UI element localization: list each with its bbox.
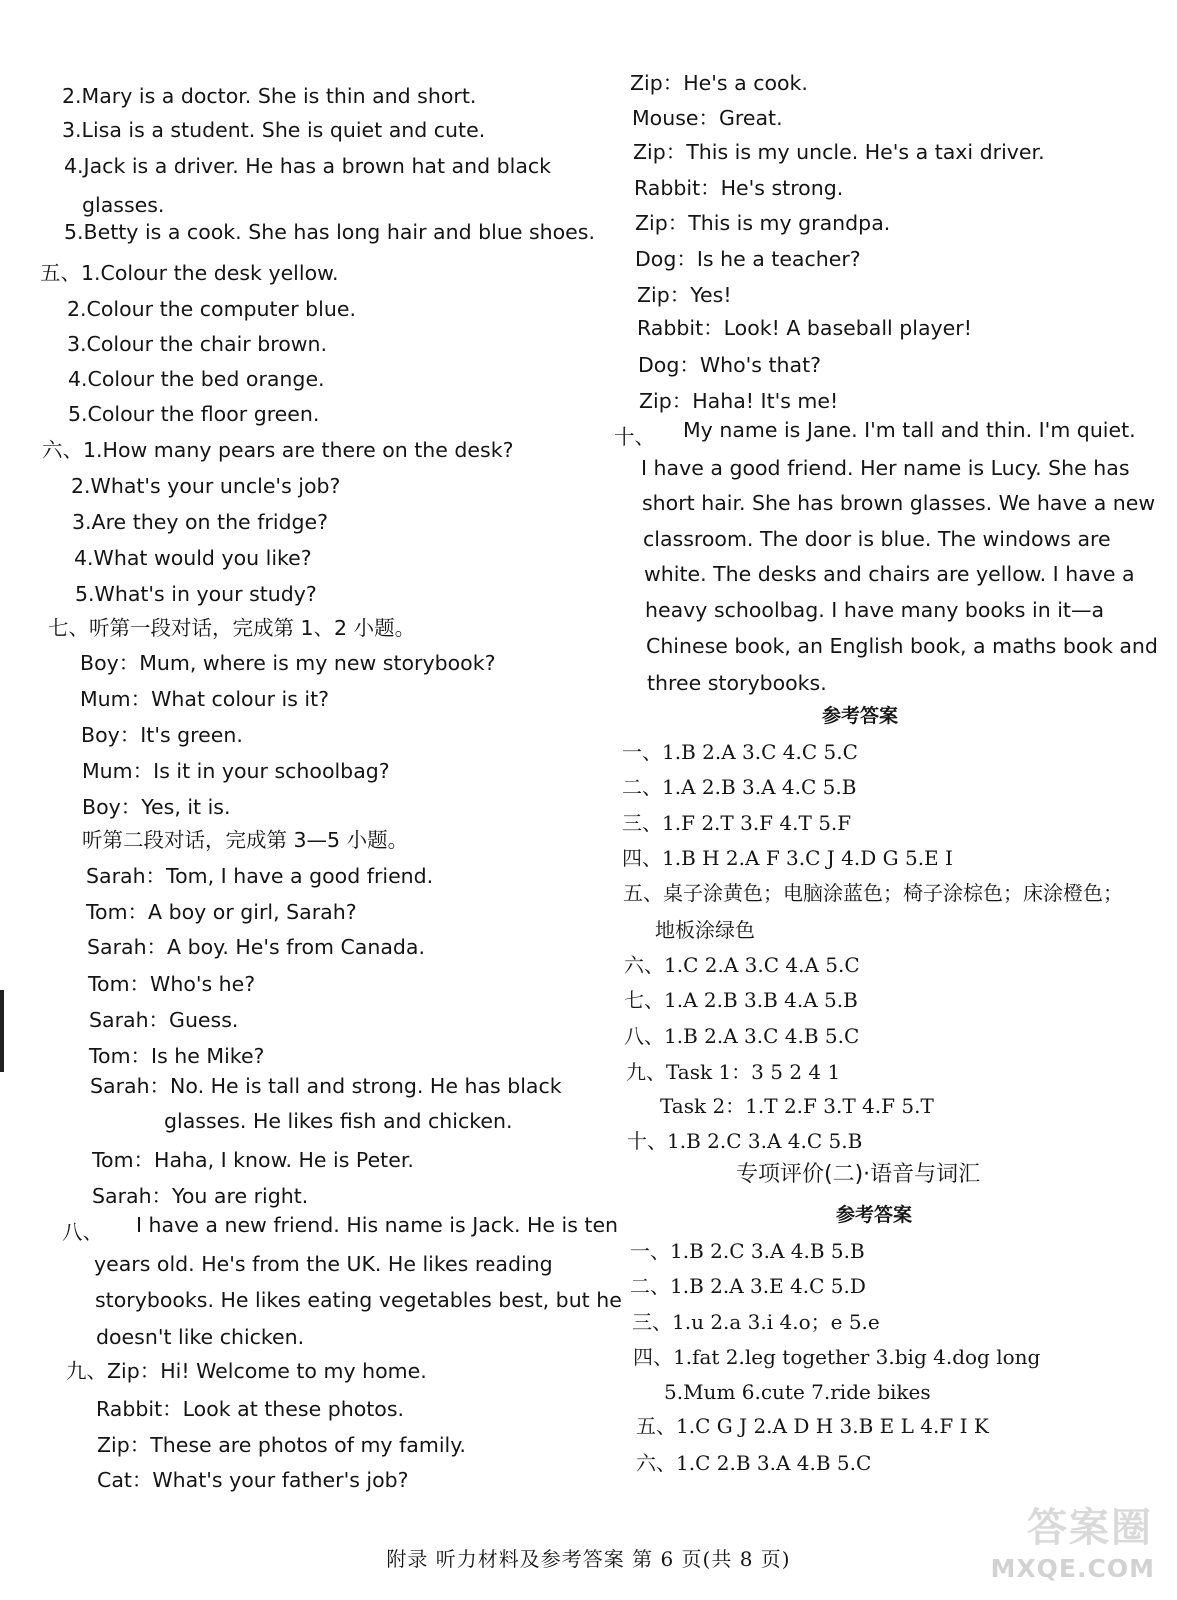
dialogue-line: Mum：Is it in your schoolbag? [82, 759, 390, 783]
dialogue-line: Mum：What colour is it? [80, 687, 330, 711]
answer-line: 二、1.A 2.B 3.A 4.C 5.B [622, 775, 857, 799]
passage-line: My name is Jane. I'm tall and thin. I'm quiet. [683, 418, 1136, 442]
dialogue-line: Zip：This is my uncle. He's a taxi driver. [633, 140, 1045, 164]
answer-line: 十、1.B 2.C 3.A 4.C 5.B [627, 1129, 863, 1153]
dialogue-line: Rabbit：Look at these photos. [96, 1397, 405, 1421]
answer-line: 五、桌子涂黄色；电脑涂蓝色；椅子涂棕色；床涂橙色； [623, 881, 1123, 905]
dialogue-line: Sarah：Guess. [89, 1008, 239, 1032]
passage-line: doesn't like chicken. [96, 1325, 305, 1349]
passage-line: I have a good friend. Her name is Lucy. She has [641, 456, 1130, 480]
answer-line: 八、1.B 2.A 3.C 4.B 5.C [624, 1024, 860, 1048]
passage-line: short hair. She has brown glasses. We have a new [642, 491, 1156, 515]
section-title: 专项评价(二)·语音与词汇 [736, 1162, 981, 1187]
dialogue-line: Sarah：Tom, I have a good friend. [86, 864, 434, 888]
dialogue-line: Tom：A boy or girl, Sarah? [86, 900, 357, 924]
dialogue-line: Zip：These are photos of my family. [97, 1433, 466, 1457]
answer-line: 一、1.B 2.A 3.C 4.C 5.C [622, 740, 858, 764]
section-heading: 七、听第一段对话，完成第 1、2 小题。 [48, 616, 416, 640]
answer-line: 三、1.u 2.a 3.i 4.o；e 5.e [632, 1310, 880, 1334]
section-heading: 十、 [614, 425, 655, 449]
text-line: 5.Betty is a cook. She has long hair and blue shoes. [64, 220, 595, 244]
answer-line: 四、1.B H 2.A F 3.C J 4.D G 5.E I [622, 846, 953, 870]
dialogue-line: Tom：Who's he? [88, 972, 256, 996]
dialogue-line: Boy：Mum, where is my new storybook? [80, 651, 496, 675]
passage-line: storybooks. He likes eating vegetables best, but he [95, 1288, 622, 1312]
dialogue-line: Dog：Is he a teacher? [635, 247, 861, 271]
text-line: 2.Mary is a doctor. She is thin and short. [62, 84, 477, 108]
dialogue-line: Zip：This is my grandpa. [635, 211, 891, 235]
text-line: 3.Colour the chair brown. [67, 332, 328, 356]
text-line: 4.Jack is a driver. He has a brown hat and black [64, 154, 552, 178]
answer-line: 5.Mum 6.cute 7.ride bikes [664, 1380, 931, 1404]
scan-edge-mark [0, 990, 4, 1072]
text-line: 5.Colour the floor green. [68, 402, 320, 426]
watermark-text: 答案圈 [1027, 1505, 1153, 1551]
dialogue-line: Sarah：You are right. [92, 1184, 309, 1208]
dialogue-line: Tom：Haha, I know. He is Peter. [92, 1148, 414, 1172]
text-line: 5.What's in your study? [75, 582, 317, 606]
answer-line: 五、1.C G J 2.A D H 3.B E L 4.F I K [636, 1414, 989, 1438]
passage-line: three storybooks. [647, 671, 827, 695]
text-line: 2.Colour the computer blue. [67, 297, 356, 321]
passage-line: I have a new friend. His name is Jack. He is ten [136, 1213, 619, 1237]
dialogue-line: Boy：It's green. [81, 723, 243, 747]
dialogue-line: Sarah：No. He is tall and strong. He has black [90, 1074, 562, 1098]
passage-line: white. The desks and chairs are yellow. I have a [644, 562, 1135, 586]
section-heading: 八、 [62, 1220, 103, 1244]
answer-line: 六、1.C 2.B 3.A 4.B 5.C [636, 1451, 872, 1475]
dialogue-line: Rabbit：He's strong. [634, 176, 844, 200]
answer-key-heading: 参考答案 [836, 1204, 913, 1226]
page-footer: 附录 听力材料及参考答案 第 6 页(共 8 页) [386, 1547, 791, 1571]
dialogue-line: Mouse：Great. [632, 106, 783, 130]
text-line: 2.What's your uncle's job? [71, 474, 341, 498]
answer-line: 六、1.C 2.A 3.C 4.A 5.C [624, 953, 860, 977]
answer-key-heading: 参考答案 [822, 705, 899, 727]
answer-line: 一、1.B 2.C 3.A 4.B 5.B [630, 1239, 865, 1263]
dialogue-line: Zip：He's a cook. [630, 71, 808, 95]
passage-line: classroom. The door is blue. The windows are [643, 527, 1111, 551]
text-line: 4.Colour the bed orange. [68, 367, 325, 391]
watermark-url: MXQE.COM [990, 1554, 1155, 1583]
passage-line: heavy schoolbag. I have many books in it—a [645, 598, 1105, 622]
dialogue-line: glasses. He likes fish and chicken. [164, 1109, 513, 1133]
answer-line: 七、1.A 2.B 3.B 4.A 5.B [624, 988, 858, 1012]
dialogue-line: Cat：What's your father's job? [97, 1468, 409, 1492]
dialogue-line: Zip：Haha! It's me! [639, 389, 839, 413]
dialogue-line: Dog：Who's that? [638, 353, 821, 377]
section-heading: 六、1.How many pears are there on the desk? [42, 438, 514, 462]
text-line: 3.Lisa is a student. She is quiet and cute. [62, 118, 486, 142]
section-heading: 听第二段对话，完成第 3—5 小题。 [82, 828, 409, 852]
passage-line: Chinese book, an English book, a maths book and [646, 634, 1158, 658]
answer-line: 二、1.B 2.A 3.E 4.C 5.D [630, 1274, 866, 1298]
answer-line: 四、1.fat 2.leg together 3.big 4.dog long [633, 1345, 1041, 1369]
section-heading: 五、1.Colour the desk yellow. [40, 261, 339, 285]
answer-line: 九、Task 1：3 5 2 4 1 [626, 1060, 841, 1084]
dialogue-line: Rabbit：Look! A baseball player! [637, 316, 972, 340]
text-line: 4.What would you like? [74, 546, 312, 570]
text-line: glasses. [82, 193, 165, 217]
watermark-logo [979, 1496, 1159, 1596]
answer-line: 地板涂绿色 [655, 918, 755, 942]
text-line: 3.Are they on the fridge? [72, 510, 329, 534]
section-heading: 九、Zip：Hi! Welcome to my home. [66, 1359, 427, 1383]
dialogue-line: Sarah：A boy. He's from Canada. [87, 935, 425, 959]
answer-line: 三、1.F 2.T 3.F 4.T 5.F [622, 811, 852, 835]
dialogue-line: Boy：Yes, it is. [82, 795, 231, 819]
answer-line: Task 2：1.T 2.F 3.T 4.F 5.T [660, 1094, 934, 1118]
dialogue-line: Zip：Yes! [637, 283, 732, 307]
passage-line: years old. He's from the UK. He likes reading [94, 1252, 553, 1276]
dialogue-line: Tom：Is he Mike? [89, 1044, 265, 1068]
